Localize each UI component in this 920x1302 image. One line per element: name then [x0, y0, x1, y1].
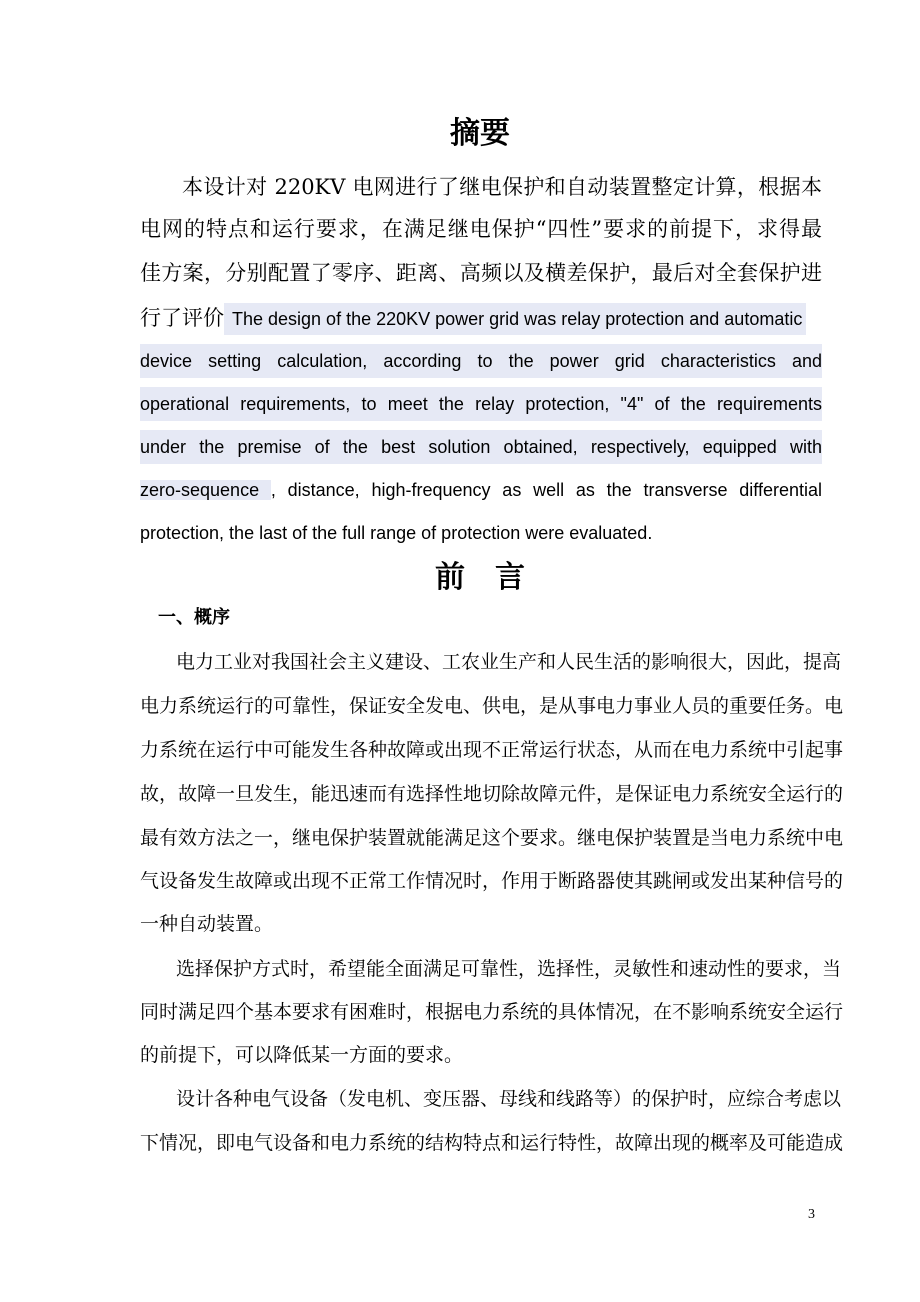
paragraph-line: 故，故障一旦发生，能迅速而有选择性地切除故障元件，是保证电力系统安全运行的 — [140, 783, 844, 805]
paragraph-line: 选择保护方式时，希望能全面满足可靠性，选择性，灵敏性和速动性的要求，当 — [176, 958, 842, 980]
paragraph-line: 电力工业对我国社会主义建设、工农业生产和人民生活的影响很大，因此，提高 — [176, 651, 842, 673]
abstract-en-line: operational requirements, to meet the relay protection, "4" of the requirements — [140, 387, 822, 421]
abstract-cn-line: 佳方案，分别配置了零序、距离、高频以及横差保护，最后对全套保护进 — [140, 261, 822, 285]
abstract-cn-line: 本设计对 220KV 电网进行了继电保护和自动装置整定计算，根据本 — [182, 175, 822, 199]
paragraph-line: 一种自动装置。 — [140, 913, 274, 935]
paragraph-line: 同时满足四个基本要求有困难时，根据电力系统的具体情况，在不影响系统安全运行 — [140, 1001, 844, 1023]
abstract-title: 摘要 — [450, 116, 510, 151]
abstract-en-rest: , distance, high-frequency as well as the transverse differential — [270, 480, 823, 500]
abstract-en-line — [140, 473, 822, 507]
abstract-en-start: The design of the 220KV power grid was relay protection and automatic — [224, 303, 806, 335]
section-heading: 一、概序 — [158, 607, 230, 628]
abstract-cn-tail: 行了评价 — [140, 306, 224, 330]
paragraph-line: 下情况，即电气设备和电力系统的结构特点和运行特性，故障出现的概率及可能造成 — [140, 1132, 844, 1154]
abstract-en-highlight: zero-sequence — [140, 480, 271, 500]
abstract-cn-line: 电网的特点和运行要求，在满足继电保护“四性”要求的前提下，求得最 — [140, 217, 822, 241]
paragraph-line: 力系统在运行中可能发生各种故障或出现不正常运行状态，从而在电力系统中引起事 — [140, 739, 844, 761]
abstract-en-last: protection, the last of the full range of protection were evaluated. — [140, 523, 653, 543]
paragraph-line: 最有效方法之一，继电保护装置就能满足这个要求。继电保护装置是当电力系统中电 — [140, 827, 844, 849]
preface-title: 前 言 — [435, 560, 525, 595]
abstract-mixed-line — [140, 300, 830, 336]
abstract-en-line: device setting calculation, according to the power grid characteristics and — [140, 344, 822, 378]
paragraph-line: 设计各种电气设备（发电机、变压器、母线和线路等）的保护时，应综合考虑以 — [176, 1088, 842, 1110]
paragraph-line: 的前提下，可以降低某一方面的要求。 — [140, 1044, 464, 1066]
paragraph-line: 电力系统运行的可靠性，保证安全发电、供电，是从事电力事业人员的重要任务。电 — [140, 695, 844, 717]
paragraph-line: 气设备发生故障或出现不正常工作情况时，作用于断路器使其跳闸或发出某种信号的 — [140, 870, 844, 892]
page-number: 3 — [808, 1207, 815, 1222]
abstract-en-line: under the premise of the best solution obtained, respectively, equipped with — [140, 430, 822, 464]
